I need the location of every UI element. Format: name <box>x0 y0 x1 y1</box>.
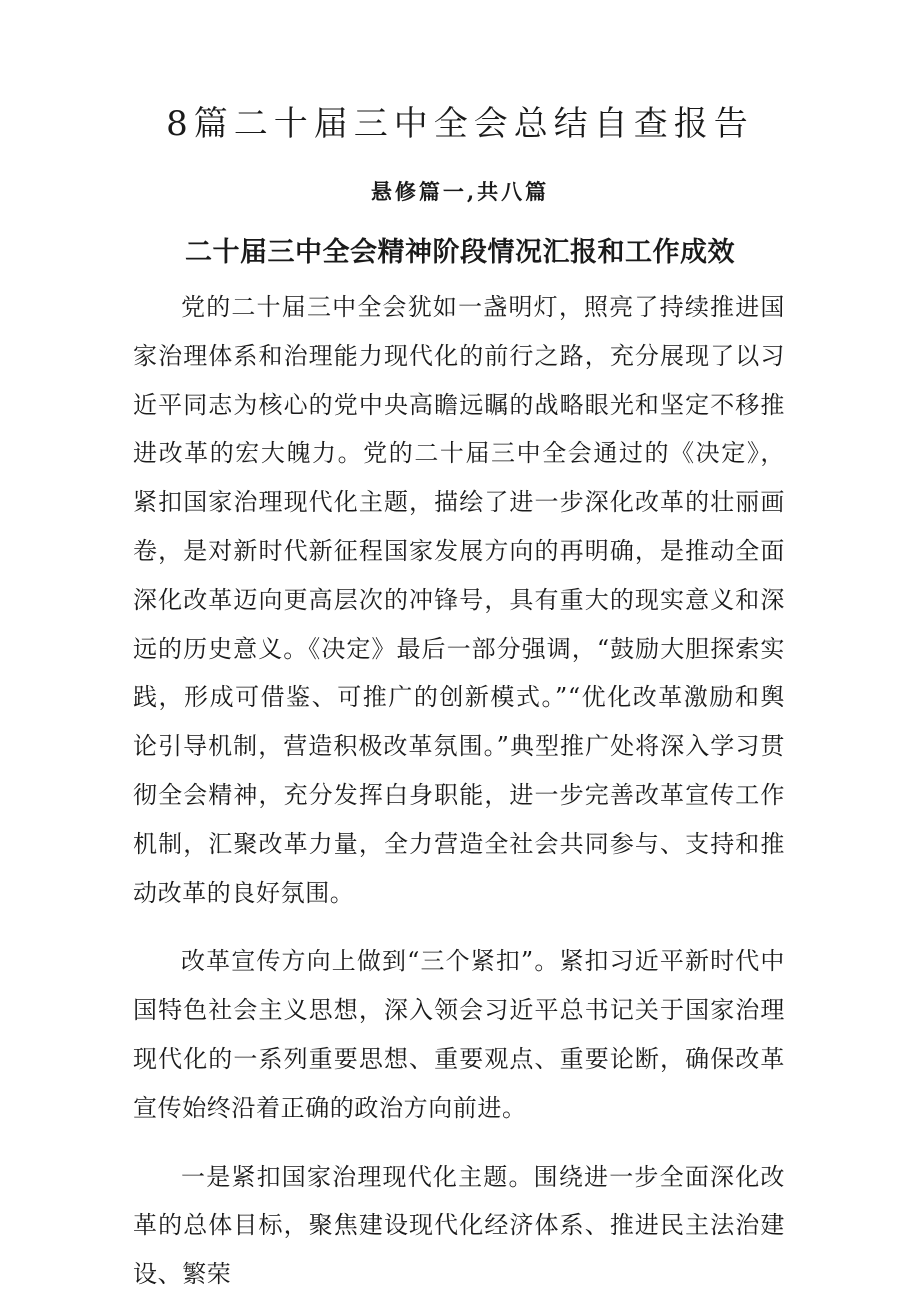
document-title: 8篇二十届三中全会总结自查报告 <box>166 104 754 144</box>
paragraph-1: 党的二十届三中全会犹如一盏明灯，照亮了持续推进国家治理体系和治理能力现代化的前行之路，充分展现了以习近平同志为核心的党中央高瞻远瞩的战略眼光和坚定不移推进改革的宏大魄力。党的二十届三中全会通过的《决定》，紧扣国家治理现代化主题，描绘了进一步深化改革的壮丽画卷，是对新时代新征程国家发展方向的再明确，是推动全面深化改革迈向更高层次的冲锋号，具有重大的现实意义和深远的历史意义。《决定》最后一部分强调，“鼓励大胆探索实践，形成可借鉴、可推广的创新模式。”“优化改革激励和舆论引导机制，营造积极改革氛围。”典型推广处将深入学习贯彻全会精神，充分发挥白身职能，进一步完善改革宣传工作机制，汇聚改革力量，全力营造全社会共同参与、支持和推动改革的良好氛围。 <box>133 293 785 907</box>
paragraph-2: 改革宣传方向上做到“三个紧扣”。紧扣习近平新时代中国特色社会主义思想，深入领会习近平总书记关于国家治理现代化的一系列重要思想、重要观点、重要论断，确保改革宣传始终沿着正确的政治方向前进。 <box>133 947 785 1122</box>
paragraph-3: 一是紧扣国家治理现代化主题。围绕进一步全面深化改革的总体目标，聚焦建设现代化经济体系、推进民主法治建设、繁荣 <box>133 1162 785 1289</box>
section-heading: 二十届三中全会精神阶段情况汇报和工作成效 <box>185 237 735 268</box>
document-body <box>133 283 785 1299</box>
document-subtitle: 悬修篇一,共八篇 <box>370 179 550 204</box>
